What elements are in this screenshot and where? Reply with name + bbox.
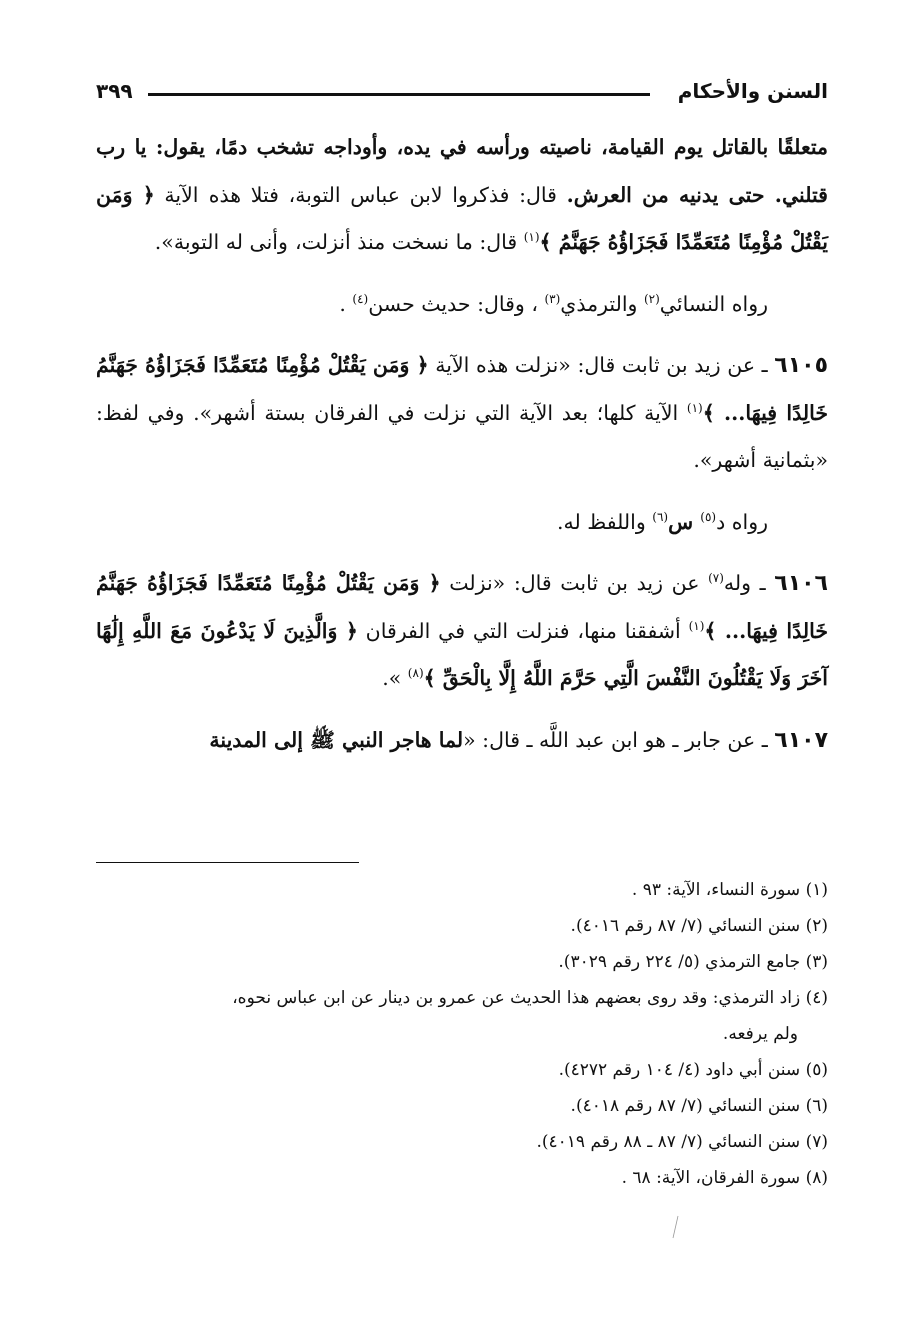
footnote-ref: (٦)	[652, 509, 669, 524]
p1-line1: متعلقًا بالقاتل يوم القيامة، ناصيته ورأسه في يده، وأوداجه تشخب دمًا، يقول: يا	[134, 135, 829, 159]
quran-verse: ﴿ وَمَن يَقْتُلْ مُؤْمِنًا مُتَعَمِّدًا فَجَزَاؤُهُ جَهَنَّمُ خَالِدًا فِيهَا... ﴾	[96, 353, 828, 425]
hadith-6106	[96, 560, 828, 703]
hadith-6105	[96, 342, 828, 485]
running-header	[96, 76, 828, 110]
hadith-text: لما هاجر النبي	[334, 727, 464, 752]
footnote-6: (٦) سنن النسائي (٧/ ٨٧ رقم ٤٠١٨).	[570, 1096, 828, 1116]
hadith-6107	[96, 717, 828, 765]
footnote-8: (٨) سورة الفرقان، الآية: ٦٨ .	[621, 1168, 828, 1188]
footnote-4-cont: ولم يرفعه.	[722, 1024, 798, 1044]
narrator-text: واللفظ له.	[557, 509, 653, 534]
narration-note	[96, 499, 828, 547]
footnote-ref: (٤)	[352, 291, 369, 306]
hadith-continuation	[96, 124, 828, 267]
footnote-2: (٢) سنن النسائي (٧/ ٨٧ رقم ٤٠١٦).	[570, 916, 828, 936]
narrator-text: س	[668, 509, 701, 534]
p1-line2b: قال: فذكروا لابن عباس التوبة، فتلا هذه	[208, 182, 567, 207]
hadith-text: أشفقنا منها، فنزلت التي في الفرقان	[357, 618, 689, 643]
footnote-ref: (٣)	[544, 291, 561, 306]
scan-speck	[670, 1214, 680, 1240]
footnote-5: (٥) سنن أبي داود (٤/ ١٠٤ رقم ٤٢٧٢).	[558, 1060, 828, 1080]
hadith-text: ـ عن زيد بن ثابت قال: «نزلت هذه الآية	[428, 353, 775, 377]
footnote-ref: (٥)	[700, 509, 717, 524]
p1-line2a: رب قتلني. حتى يدنيه من العرش.	[96, 135, 828, 207]
p1-line3a: الآية	[154, 182, 199, 207]
salutation-glyph: ﷺ	[310, 727, 335, 752]
header-title: السنن والأحكام	[677, 79, 828, 103]
footnote-separator	[96, 862, 359, 863]
footnote-ref: (٨)	[407, 666, 424, 681]
hadith-text: ـ وله	[723, 571, 775, 595]
quran-verse-furqan: ﴿ وَالَّذِينَ لَا يَدْعُونَ مَعَ اللَّهِ إِلَٰهًا آخَرَ وَلَا يَقْتُلُونَ النَّفْسَ الَّتِي حَرَّمَ اللَّهُ إِلَّا بِالْحَقِّ ﴾	[96, 618, 828, 690]
footnote-ref: (١)	[523, 230, 540, 245]
narrator-text: رواه د	[716, 509, 768, 534]
header-rule	[148, 93, 650, 96]
narration-note	[96, 281, 828, 329]
footnote-1: (١) سورة النساء، الآية: ٩٣ .	[631, 880, 828, 900]
footnote-4-text: (٤) زاد الترمذي: وقد روى بعضهم هذا الحديث عن عمرو بن دينار عن ابن عباس نحوه،	[232, 988, 828, 1008]
narrator-text: .	[339, 291, 353, 316]
narrator-text: رواه النسائي	[659, 291, 768, 316]
footnote-ref: (١)	[686, 400, 703, 415]
hadith-text: ».	[382, 666, 408, 690]
hadith-text: الآية كلها؛ بعد الآية التي نزلت في الفرقان بستة أشهر». وفي لفظ: «بثمانية أشهر».	[96, 400, 828, 472]
narrator-text: والترمذي	[560, 291, 644, 316]
footnote-ref: (٢)	[643, 291, 660, 306]
p1-line3b: قال: ما نسخت منذ أنزلت،	[295, 230, 524, 254]
footnotes	[96, 872, 828, 1196]
hadith-text: ـ عن جابر ـ هو ابن عبد اللَّه ـ قال: «	[463, 727, 775, 752]
p1-line4: وأنى له التوبة».	[154, 230, 288, 254]
hadith-text: عن زيد بن ثابت قال: «نزلت	[440, 571, 709, 595]
footnote-ref: (٧)	[708, 571, 724, 586]
hadith-number: ٦١٠٧	[774, 727, 828, 753]
hadith-number: ٦١٠٦	[774, 571, 828, 596]
page-number: ٣٩٩	[96, 79, 133, 103]
footnote-4	[96, 980, 828, 1052]
footnote-ref: (١)	[688, 618, 705, 633]
narrator-text: ، وقال: حديث حسن	[368, 291, 545, 316]
footnote-3: (٣) جامع الترمذي (٥/ ٢٢٤ رقم ٣٠٢٩).	[558, 952, 828, 972]
hadith-number: ٦١٠٥	[774, 353, 828, 378]
quran-verse: ﴿ وَمَن يَقْتُلْ مُؤْمِنًا مُتَعَمِّدًا فَجَزَاؤُهُ جَهَنَّمُ خَالِدًا فِيهَا... ﴾	[96, 571, 828, 643]
quran-verse-nisa: ﴿ وَمَن يَقْتُلْ مُؤْمِنًا مُتَعَمِّدًا فَجَزَاؤُهُ جَهَنَّمُ ﴾	[96, 182, 828, 254]
footnote-7: (٧) سنن النسائي (٧/ ٨٧ ـ ٨٨ رقم ٤٠١٩).	[536, 1132, 828, 1152]
main-text	[96, 124, 828, 764]
hadith-text: إلى المدينة	[209, 727, 311, 752]
